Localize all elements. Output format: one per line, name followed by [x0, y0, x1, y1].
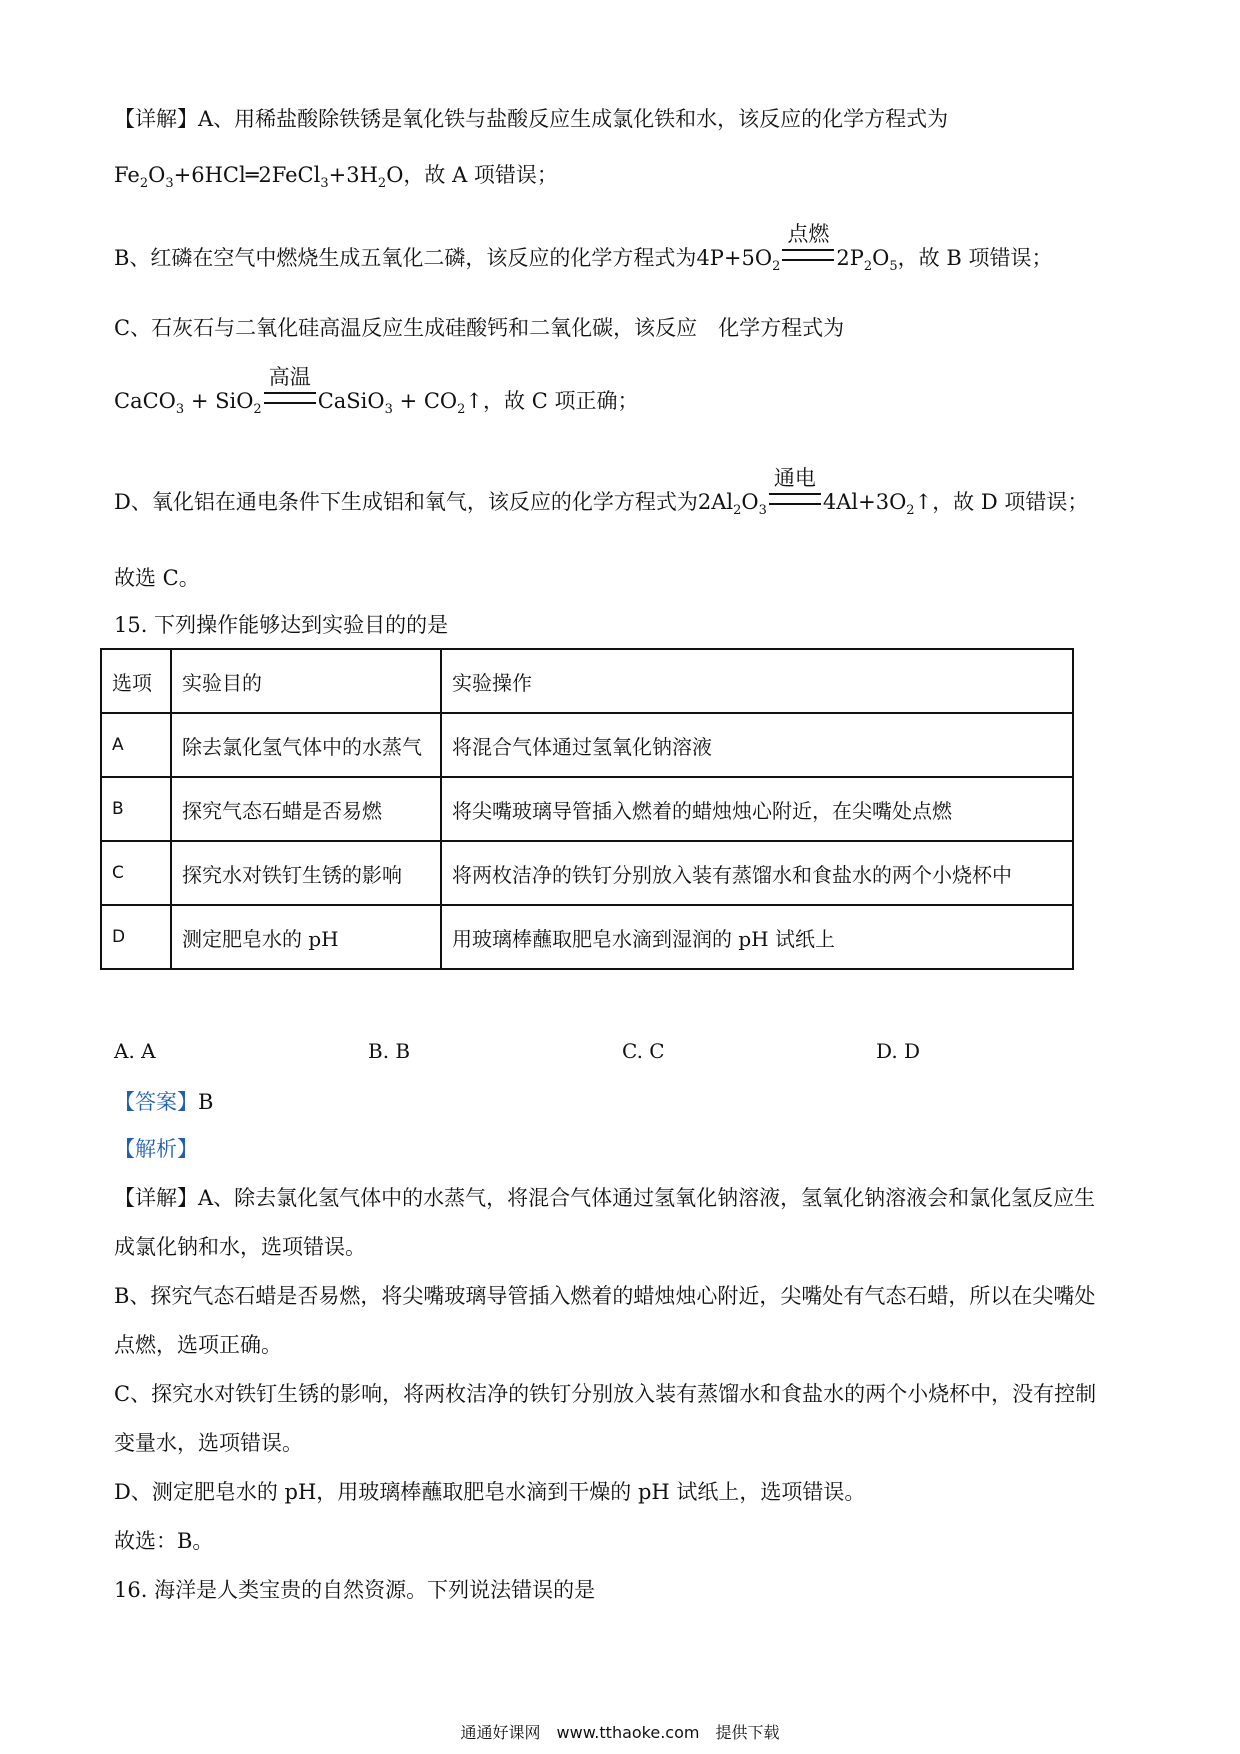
- table-cell: 将尖嘴玻璃导管插入燃着的蜡烛烛心附近，在尖嘴处点燃: [441, 777, 1073, 841]
- table-cell: 探究气态石蜡是否易燃: [171, 777, 441, 841]
- table-cell: B: [101, 777, 171, 841]
- explanation-d: D、测定肥皂水的 pH，用玻璃棒蘸取肥皂水滴到干燥的 pH 试纸上，选项错误。: [114, 1480, 866, 1504]
- explanation-b-1: B、探究气态石蜡是否易燃，将尖嘴玻璃导管插入燃着的蜡烛烛心附近，尖嘴处有气态石蜡，所以在尖嘴处: [114, 1284, 1096, 1308]
- question-15-table: [100, 648, 1074, 970]
- table-row: [101, 905, 1073, 969]
- explanation-a-2: 成氯化钠和水，选项错误。: [114, 1235, 366, 1259]
- detail-b-line: B、红磷在空气中燃烧生成五氧化二磷，该反应的化学方程式为$4P+5O_2$ 点燃 $2P_2O_5$，故 B 项错误；: [114, 222, 1053, 274]
- table-cell: 将两枚洁净的铁钉分别放入装有蒸馏水和食盐水的两个小烧杯中: [441, 841, 1073, 905]
- question-15-stem: 15. 下列操作能够达到实验目的的是: [114, 613, 449, 637]
- explanation-c-2: 变量水，选项错误。: [114, 1431, 303, 1455]
- table-header-row: [101, 649, 1073, 713]
- table-cell: 测定肥皂水的 pH: [171, 905, 441, 969]
- analysis-label: 【解析】: [114, 1137, 198, 1161]
- table-cell: C: [101, 841, 171, 905]
- option-c: C. C: [622, 1039, 665, 1063]
- q15-choose: 故选：B。: [114, 1529, 214, 1553]
- page-footer: 通通好课网 www.tthaoke.com 提供下载: [460, 1723, 780, 1742]
- answer-line: [114, 1087, 213, 1117]
- option-b: B. B: [368, 1039, 411, 1063]
- reaction-condition-burn: 点燃: [782, 243, 834, 273]
- option-a: A. A: [114, 1039, 156, 1063]
- explanation-b-2: 点燃，选项正确。: [114, 1333, 282, 1357]
- table-row: [101, 777, 1073, 841]
- reaction-condition-electric: 通电: [769, 487, 821, 517]
- detail-c-line: C、石灰石与二氧化硅高温反应生成硅酸钙和二氧化碳，该反应 化学方程式为: [114, 316, 845, 340]
- explanation-a-1: 【详解】A、除去氯化氢气体中的水蒸气，将混合气体通过氢氧化钠溶液，氢氧化钠溶液会和氯化氢反应生: [114, 1186, 1096, 1210]
- table-cell: 将混合气体通过氢氧化钠溶液: [441, 713, 1073, 777]
- table-cell: 除去氯化氢气体中的水蒸气: [171, 713, 441, 777]
- equation-a: $Fe_2O_3+6HCl═2FeCl_3+3H_2O$，故 A 项错误；: [114, 163, 558, 191]
- question-16-stem: 16. 海洋是人类宝贵的自然资源。下列说法错误的是: [114, 1578, 596, 1602]
- table-header-cell: 实验目的: [171, 649, 441, 713]
- table-row: [101, 713, 1073, 777]
- table-header-cell: 选项: [101, 649, 171, 713]
- answer-value: B: [198, 1090, 214, 1114]
- equation-c: CaCO$_3$ + SiO$_2$ 高温 CaSiO$_3$ + $CO_2↑$，故 C 项正确；: [114, 365, 639, 417]
- table-row: [101, 841, 1073, 905]
- table-cell: 用玻璃棒蘸取肥皂水滴到湿润的 pH 试纸上: [441, 905, 1073, 969]
- answer-label: 【答案】: [114, 1090, 198, 1114]
- table-cell: A: [101, 713, 171, 777]
- reaction-condition-high-temp: 高温: [264, 386, 316, 416]
- table-cell: 探究水对铁钉生锈的影响: [171, 841, 441, 905]
- table-cell: D: [101, 905, 171, 969]
- detail-a-line: 【详解】A、用稀盐酸除铁锈是氧化铁与盐酸反应生成氯化铁和水，该反应的化学方程式为: [114, 107, 949, 131]
- detail-label: 【详解】: [114, 107, 198, 131]
- explanation-c-1: C、探究水对铁钉生锈的影响，将两枚洁净的铁钉分别放入装有蒸馏水和食盐水的两个小烧杯中，没有控制: [114, 1382, 1097, 1406]
- option-d: D. D: [876, 1039, 921, 1063]
- detail-choose: 故选 C。: [114, 566, 200, 590]
- detail-d-line: D、氧化铝在通电条件下生成铝和氧气，该反应的化学方程式为$2Al_2O_3$ 通电 $4Al+3O_2↑$，故 D 项错误；: [114, 466, 1089, 518]
- table-header-cell: 实验操作: [441, 649, 1073, 713]
